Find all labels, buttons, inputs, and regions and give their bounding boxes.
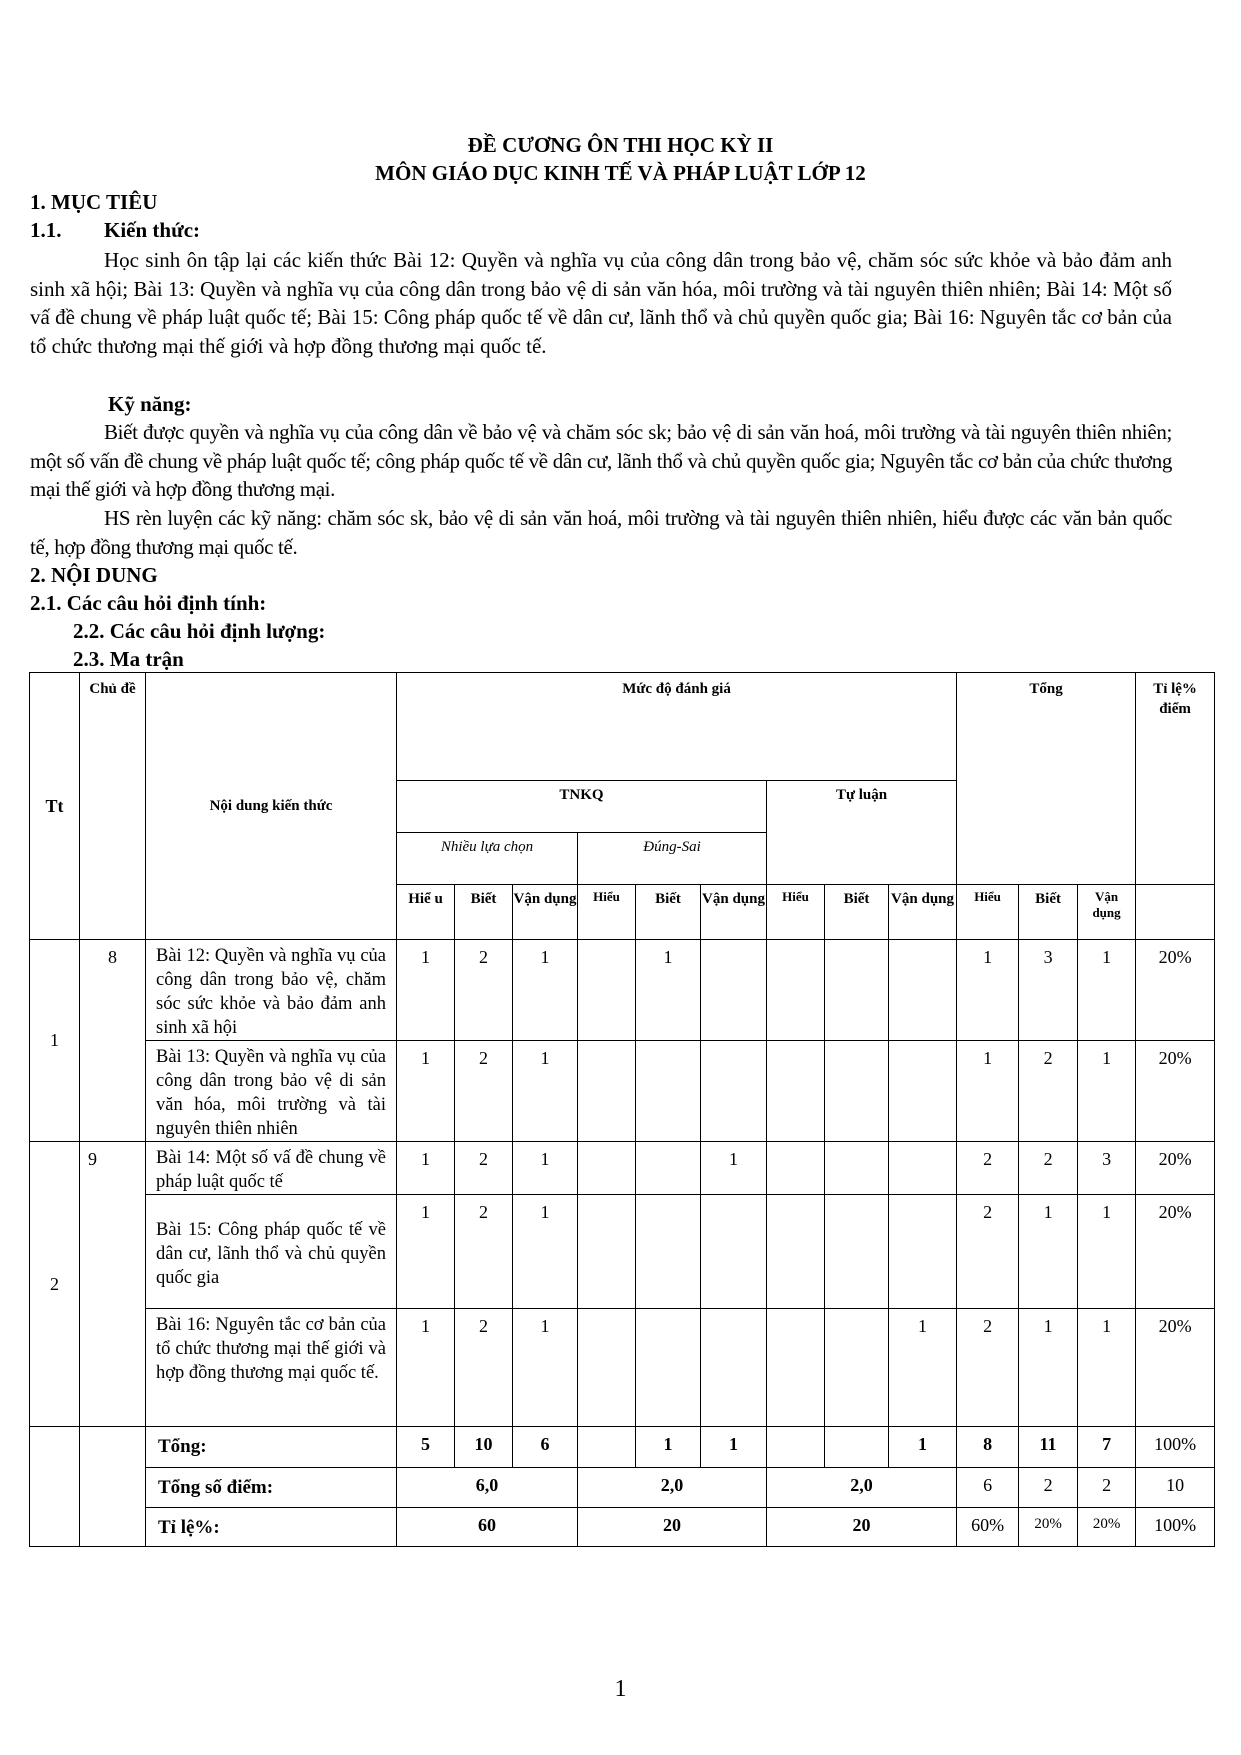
count-cell bbox=[701, 1195, 767, 1309]
header-tt: Tt bbox=[30, 673, 80, 940]
count-cell: 1 bbox=[636, 940, 701, 1041]
empty-cell bbox=[80, 1427, 146, 1547]
table-row bbox=[30, 1195, 1215, 1309]
count-cell: 3 bbox=[1078, 1142, 1136, 1195]
header-dung-sai: Đúng-Sai bbox=[578, 833, 767, 885]
count-cell: 2 bbox=[455, 1195, 513, 1309]
header-row-1 bbox=[30, 673, 1215, 781]
count-cell bbox=[578, 1041, 636, 1142]
total-cell: 7 bbox=[1078, 1427, 1136, 1468]
table-row bbox=[30, 1309, 1215, 1427]
header-tong: Tổng bbox=[957, 673, 1136, 885]
percent-cell: 20% bbox=[1136, 1041, 1215, 1142]
count-cell bbox=[767, 1142, 825, 1195]
content-cell: Bài 14: Một số vấ đề chung về pháp luật quốc tế bbox=[146, 1142, 397, 1195]
count-cell: 2 bbox=[957, 1309, 1019, 1427]
count-cell: 1 bbox=[513, 1195, 578, 1309]
count-cell bbox=[889, 1142, 957, 1195]
chapter-number: 8 bbox=[80, 940, 146, 1142]
count-cell: 1 bbox=[397, 1142, 455, 1195]
level-hieu: Hiểu bbox=[578, 885, 636, 940]
ratio-total: 100% bbox=[1136, 1508, 1215, 1547]
total-cell: 10 bbox=[455, 1427, 513, 1468]
subsection-2-2: 2.2. Các câu hỏi định lượng: bbox=[73, 619, 326, 643]
ratio-label: Tỉ lệ%: bbox=[146, 1508, 397, 1547]
total-label: Tổng: bbox=[146, 1427, 397, 1468]
skills-paragraph-1: Biết được quyền và nghĩa vụ của công dân về bảo vệ và chăm sóc sk; bảo vệ di sản văn hoá, môi trường và tài nguyên thiên nhiên; một số vấn đề chung về pháp luật quốc tế; công pháp quốc tế về dân cư, lãnh thổ và chủ quyền quốc gia; Nguyên tắc cơ bản của chức thương mại thế giới và hợp đồng thương mại. bbox=[30, 420, 1172, 502]
level-biet: Biết bbox=[636, 885, 701, 940]
level-van-dung: Vận dụng bbox=[701, 885, 767, 940]
count-cell bbox=[889, 1041, 957, 1142]
level-van-dung: Vận dụng bbox=[1078, 885, 1136, 940]
points-sum-cell: 6 bbox=[957, 1468, 1019, 1508]
count-cell bbox=[578, 1142, 636, 1195]
header-tnkq: TNKQ bbox=[397, 781, 767, 833]
count-cell: 2 bbox=[1019, 1041, 1078, 1142]
header-tu-luan: Tự luận bbox=[767, 781, 957, 885]
level-hieu: Hiểu bbox=[767, 885, 825, 940]
level-biet: Biết bbox=[1019, 885, 1078, 940]
table-row bbox=[30, 1041, 1215, 1142]
knowledge-paragraph: Học sinh ôn tập lại các kiến thức Bài 12: Quyền và nghĩa vụ của công dân trong bảo vệ, chăm sóc sức khỏe và bảo đảm anh sinh xã hội; Bài 13: Quyền và nghĩa vụ của công dân trong bảo vệ di sản văn hóa, môi trường và tài nguyên thiên nhiên; Bài 14: Một số vấ đề chung về pháp luật quốc tế; Bài 15: Công pháp quốc tế về dân cư, lãnh thổ và chủ quyền quốc gia; Bài 16: Nguyên tắc cơ bản của tổ chức thương mại thế giới và hợp đồng thương mại quốc tế. bbox=[30, 248, 1172, 358]
level-van-dung: Vận dụng bbox=[513, 885, 578, 940]
level-hieu: Hiể u bbox=[397, 885, 455, 940]
points-cell: 2,0 bbox=[578, 1468, 767, 1508]
knowledge-heading: Kiến thức: bbox=[104, 218, 201, 242]
table-row bbox=[30, 940, 1215, 1041]
count-cell bbox=[825, 940, 889, 1041]
count-cell: 2 bbox=[957, 1195, 1019, 1309]
count-cell bbox=[701, 1041, 767, 1142]
count-cell bbox=[578, 940, 636, 1041]
total-cell bbox=[767, 1427, 825, 1468]
header-ti-le: Tỉ lệ% điểm bbox=[1136, 673, 1215, 885]
count-cell: 1 bbox=[397, 1309, 455, 1427]
chapter-number: 9 bbox=[80, 1142, 146, 1427]
section1-heading: 1. MỤC TIÊU bbox=[30, 190, 158, 214]
count-cell: 1 bbox=[513, 1142, 578, 1195]
total-cell: 11 bbox=[1019, 1427, 1078, 1468]
header-nhieu-lua-chon: Nhiều lựa chọn bbox=[397, 833, 578, 885]
page-number: 1 bbox=[614, 1676, 627, 1702]
count-cell: 2 bbox=[455, 1309, 513, 1427]
content-cell: Bài 15: Công pháp quốc tế về dân cư, lãnh thổ và chủ quyền quốc gia bbox=[146, 1195, 397, 1309]
level-biet: Biết bbox=[825, 885, 889, 940]
content-cell: Bài 16: Nguyên tắc cơ bản của tổ chức thương mại thế giới và hợp đồng thương mại quốc tế. bbox=[146, 1309, 397, 1427]
count-cell: 1 bbox=[513, 940, 578, 1041]
total-cell: 1 bbox=[636, 1427, 701, 1468]
count-cell bbox=[636, 1041, 701, 1142]
total-row bbox=[30, 1427, 1215, 1468]
total-percent: 100% bbox=[1136, 1427, 1215, 1468]
total-cell: 5 bbox=[397, 1427, 455, 1468]
points-row bbox=[30, 1468, 1215, 1508]
count-cell: 1 bbox=[397, 1041, 455, 1142]
count-cell bbox=[767, 1309, 825, 1427]
count-cell bbox=[636, 1309, 701, 1427]
total-cell bbox=[578, 1427, 636, 1468]
assessment-matrix-table bbox=[29, 672, 1215, 1547]
ratio-cell: 60 bbox=[397, 1508, 578, 1547]
count-cell bbox=[825, 1309, 889, 1427]
ratio-sum-cell: 20% bbox=[1078, 1508, 1136, 1547]
header-noi-dung: Nội dung kiến thức bbox=[146, 673, 397, 940]
count-cell bbox=[825, 1195, 889, 1309]
header-muc-do: Mức độ đánh giá bbox=[397, 673, 957, 781]
points-label: Tổng số điểm: bbox=[146, 1468, 397, 1508]
subsection-2-3: 2.3. Ma trận bbox=[73, 647, 184, 671]
count-cell bbox=[701, 1309, 767, 1427]
topic-number: 1 bbox=[30, 940, 80, 1142]
subsection-2-1: 2.1. Các câu hỏi định tính: bbox=[30, 591, 267, 615]
header-chu-de: Chủ đề bbox=[80, 673, 146, 940]
count-cell: 2 bbox=[1019, 1142, 1078, 1195]
count-cell: 1 bbox=[1019, 1309, 1078, 1427]
count-cell: 1 bbox=[1078, 1195, 1136, 1309]
count-cell: 1 bbox=[397, 940, 455, 1041]
count-cell bbox=[578, 1195, 636, 1309]
count-cell bbox=[701, 940, 767, 1041]
count-cell: 1 bbox=[1078, 940, 1136, 1041]
count-cell: 2 bbox=[957, 1142, 1019, 1195]
count-cell bbox=[825, 1142, 889, 1195]
level-van-dung: Vận dụng bbox=[889, 885, 957, 940]
count-cell bbox=[767, 940, 825, 1041]
total-cell: 6 bbox=[513, 1427, 578, 1468]
count-cell: 2 bbox=[455, 940, 513, 1041]
count-cell: 2 bbox=[455, 1041, 513, 1142]
count-cell: 1 bbox=[1078, 1041, 1136, 1142]
empty-cell bbox=[30, 1427, 80, 1547]
ratio-cell: 20 bbox=[767, 1508, 957, 1547]
points-cell: 6,0 bbox=[397, 1468, 578, 1508]
percent-cell: 20% bbox=[1136, 1142, 1215, 1195]
count-cell: 1 bbox=[1019, 1195, 1078, 1309]
doc-title-line2: MÔN GIÁO DỤC KINH TẾ VÀ PHÁP LUẬT LỚP 12 bbox=[375, 161, 866, 185]
count-cell bbox=[767, 1195, 825, 1309]
count-cell: 1 bbox=[513, 1041, 578, 1142]
count-cell bbox=[889, 940, 957, 1041]
count-cell bbox=[636, 1195, 701, 1309]
level-biet: Biết bbox=[455, 885, 513, 940]
ratio-row bbox=[30, 1508, 1215, 1547]
ratio-cell: 20 bbox=[578, 1508, 767, 1547]
total-cell: 8 bbox=[957, 1427, 1019, 1468]
count-cell bbox=[767, 1041, 825, 1142]
count-cell bbox=[578, 1309, 636, 1427]
ratio-sum-cell: 60% bbox=[957, 1508, 1019, 1547]
content-cell: Bài 13: Quyền và nghĩa vụ của công dân trong bảo vệ di sản văn hóa, môi trường và tài nguyên thiên nhiên bbox=[146, 1041, 397, 1142]
points-sum-cell: 2 bbox=[1019, 1468, 1078, 1508]
content-cell: Bài 12: Quyền và nghĩa vụ của công dân trong bảo vệ, chăm sóc sức khỏe và bảo đảm anh sinh xã hội bbox=[146, 940, 397, 1041]
percent-cell: 20% bbox=[1136, 1195, 1215, 1309]
count-cell: 1 bbox=[889, 1309, 957, 1427]
points-cell: 2,0 bbox=[767, 1468, 957, 1508]
count-cell bbox=[636, 1142, 701, 1195]
empty-cell bbox=[1136, 885, 1215, 940]
total-cell: 1 bbox=[701, 1427, 767, 1468]
topic-number: 2 bbox=[30, 1142, 80, 1427]
count-cell: 1 bbox=[957, 1041, 1019, 1142]
points-total: 10 bbox=[1136, 1468, 1215, 1508]
count-cell: 1 bbox=[701, 1142, 767, 1195]
total-cell bbox=[825, 1427, 889, 1468]
total-cell: 1 bbox=[889, 1427, 957, 1468]
ratio-sum-cell: 20% bbox=[1019, 1508, 1078, 1547]
count-cell: 1 bbox=[957, 940, 1019, 1041]
count-cell: 3 bbox=[1019, 940, 1078, 1041]
table-row bbox=[30, 1142, 1215, 1195]
count-cell: 1 bbox=[513, 1309, 578, 1427]
subsection-number: 1.1. bbox=[30, 218, 62, 242]
doc-title-line1: ĐỀ CƯƠNG ÔN THI HỌC KỲ II bbox=[467, 133, 774, 157]
count-cell: 2 bbox=[455, 1142, 513, 1195]
count-cell bbox=[825, 1041, 889, 1142]
count-cell: 1 bbox=[397, 1195, 455, 1309]
skills-heading: Kỹ năng: bbox=[108, 392, 192, 416]
percent-cell: 20% bbox=[1136, 1309, 1215, 1427]
count-cell: 1 bbox=[1078, 1309, 1136, 1427]
points-sum-cell: 2 bbox=[1078, 1468, 1136, 1508]
level-hieu: Hiểu bbox=[957, 885, 1019, 940]
percent-cell: 20% bbox=[1136, 940, 1215, 1041]
section2-heading: 2. NỘI DUNG bbox=[30, 563, 158, 587]
skills-paragraph-2: HS rèn luyện các kỹ năng: chăm sóc sk, bảo vệ di sản văn hoá, môi trường và tài nguyên thiên nhiên, hiểu được các văn bản quốc tế, hợp đồng thương mại quốc tế. bbox=[30, 506, 1172, 559]
count-cell bbox=[889, 1195, 957, 1309]
